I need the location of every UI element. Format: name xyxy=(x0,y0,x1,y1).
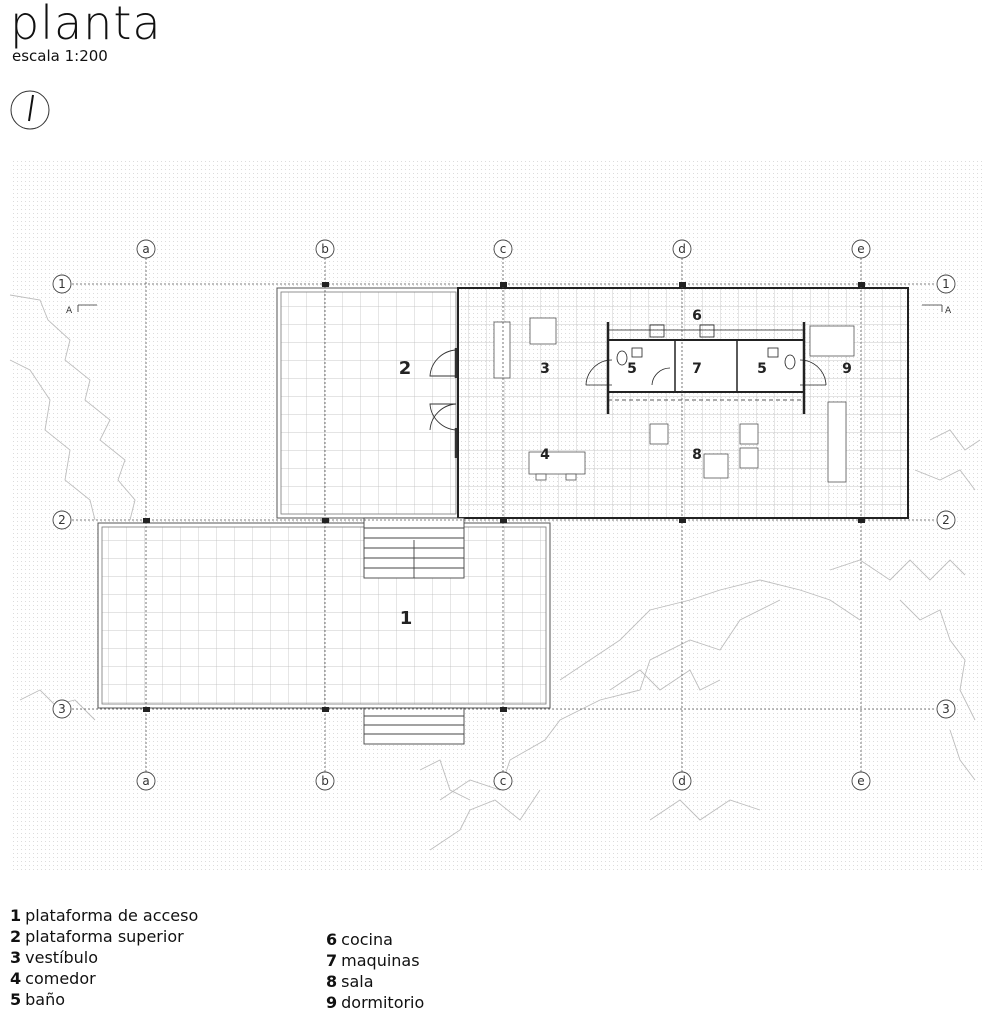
section-mark-left: A xyxy=(66,306,73,316)
room-label-2: 2 xyxy=(398,358,412,379)
room-label-6: 6 xyxy=(692,308,702,324)
page-title: planta xyxy=(10,0,162,50)
grid-label-1-left: 1 xyxy=(58,277,66,291)
platform-lower xyxy=(98,523,550,708)
grid-label-a-bottom: a xyxy=(142,774,150,788)
room-label-8: 8 xyxy=(692,447,702,463)
legend-item: 8 sala xyxy=(326,972,374,991)
grid-label-b-top: b xyxy=(321,242,329,256)
legend-item: 5 baño xyxy=(10,990,66,1009)
room-label-4: 4 xyxy=(540,447,550,463)
legend-item: 1 plataforma de acceso xyxy=(10,906,199,925)
legend-left xyxy=(10,905,198,1010)
grid-label-d-top: d xyxy=(678,242,686,256)
legend-item: 4 comedor xyxy=(10,969,96,988)
legend-item: 6 cocina xyxy=(326,930,393,949)
grid-label-c-bottom: c xyxy=(499,774,507,788)
grid-label-e-top: e xyxy=(857,242,865,256)
legend-item: 2 plataforma superior xyxy=(10,927,184,946)
room-label-7: 7 xyxy=(692,361,702,377)
room-label-5-left: 5 xyxy=(627,361,637,377)
grid-label-c-top: c xyxy=(499,242,507,256)
legend-right xyxy=(326,929,424,1013)
scale-label: escala 1:200 xyxy=(12,47,108,65)
grid-label-2-right: 2 xyxy=(942,513,950,527)
room-label-5-right: 5 xyxy=(757,361,767,377)
legend-item: 9 dormitorio xyxy=(326,993,425,1012)
room-label-3: 3 xyxy=(540,361,550,377)
grid-label-e-bottom: e xyxy=(857,774,865,788)
north-arrow-icon xyxy=(11,91,49,129)
legend-item: 3 vestíbulo xyxy=(10,948,99,967)
grid-label-a-top: a xyxy=(142,242,150,256)
grid-label-b-bottom: b xyxy=(321,774,329,788)
grid-label-1-right: 1 xyxy=(942,277,950,291)
grid-label-3-left: 3 xyxy=(58,702,66,716)
room-label-9: 9 xyxy=(842,361,852,377)
grid-label-3-right: 3 xyxy=(942,702,950,716)
section-mark-right: A xyxy=(945,306,952,316)
room-label-1: 1 xyxy=(399,608,413,629)
grid-label-2-left: 2 xyxy=(58,513,66,527)
legend-item: 7 maquinas xyxy=(326,951,420,970)
platform-upper xyxy=(277,288,458,518)
grid-label-d-bottom: d xyxy=(678,774,686,788)
